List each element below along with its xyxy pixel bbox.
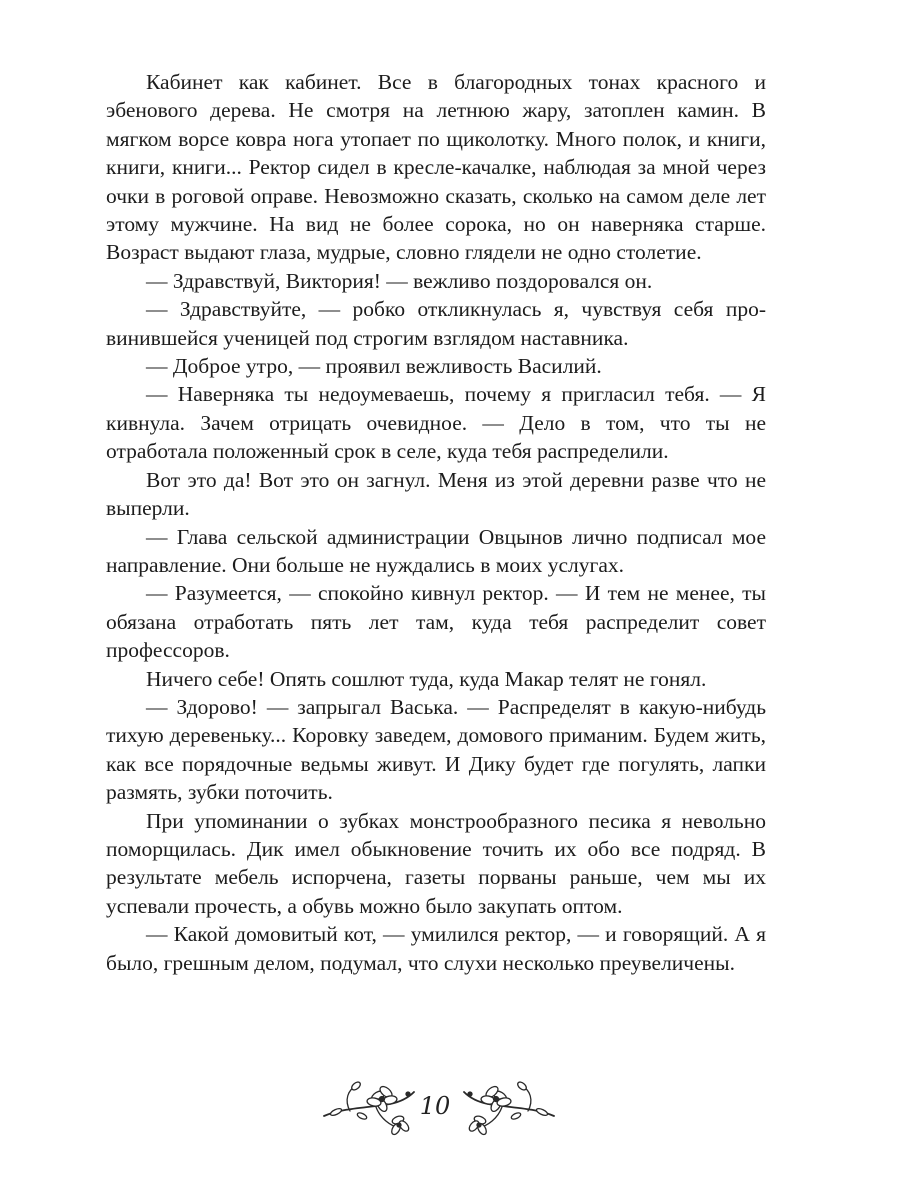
paragraph-1: Кабинет как кабинет. Все в благородных тонах красного и эбенового дерева. Не смотря на летнюю жару, затоплен камин. В мягком ворсе ковра нога утопает по щиколотку. Много полок, и книги, книги, книги... Ректор сидел в кресле-качалке, наблюдая за мной через очки в роговой оправе. Невозможно сказать, сколько на самом деле лет этому мужчине. На вид не более сорока, но он наверняка старше. Возраст выдают глаза, мудрые, словно глядели не одно столетие. — [106, 70, 766, 265]
paragraph-12: — Какой домовитый кот, — умилился ректор, — и говорящий. А я было, грешным делом, подумал, что слухи несколько преувеличены. — [106, 922, 766, 975]
paragraph-11: При упоминании о зубках монстрообразного песика я невольно поморщилась. Дик имел обыкновение точить их обо все подряд. В результате мебель испорчена, газеты порваны раньше, чем мы их успевали прочесть, а обувь можно было закупать оптом. — [106, 808, 766, 918]
paragraph-5: — Наверняка ты недоумеваешь, почему я пригласил тебя. — Я кивнула. Зачем отрицать очевидное. — Дело в том, что ты не отработала положенный срок в селе, куда тебя распределили. — [106, 382, 766, 464]
paragraph-4: — Доброе утро, — проявил вежливость Василий. — [146, 354, 602, 379]
paragraph-9: Ничего себе! Опять сошлют туда, куда Макар телят не гонял. — [146, 666, 707, 691]
paragraph-10: — Здорово! — запрыгал Васька. — Распределят в какую-нибудь тихую деревеньку... Коровку заведем, домового приманим. Будем жить, как все порядочные ведьмы живут. И Дику будет где погулять, лапки размять, зубки поточить. — [106, 694, 766, 805]
paragraph-2: — Здравствуй, Виктория! — вежливо поздоровался он. — [146, 268, 653, 293]
paragraph-6: Вот это да! Вот это он загнул. Меня из этой деревни разве что не выперли. — [106, 467, 766, 521]
blossom-branch-icon — [462, 1078, 558, 1140]
paragraph-7: — Глава сельской администрации Овцынов лично подписал мое направление. Они больше не нуждались в моих услугах. — [106, 524, 766, 577]
page-body-text — [106, 68, 766, 977]
paragraph-3: — Здравствуйте, — робко откликнулась я, чувствуя себя провинившейся ученицей под строгим взглядом наставника. — [106, 297, 766, 350]
page-footer — [0, 1078, 900, 1148]
paragraph-8: — Разумеется, — спокойно кивнул ректор. — И тем не менее, ты обязана отработать пять лет там, куда тебя распределит совет профессоров. — [106, 581, 766, 663]
blossom-branch-icon — [320, 1078, 416, 1140]
page-number: 10 — [419, 1092, 451, 1120]
